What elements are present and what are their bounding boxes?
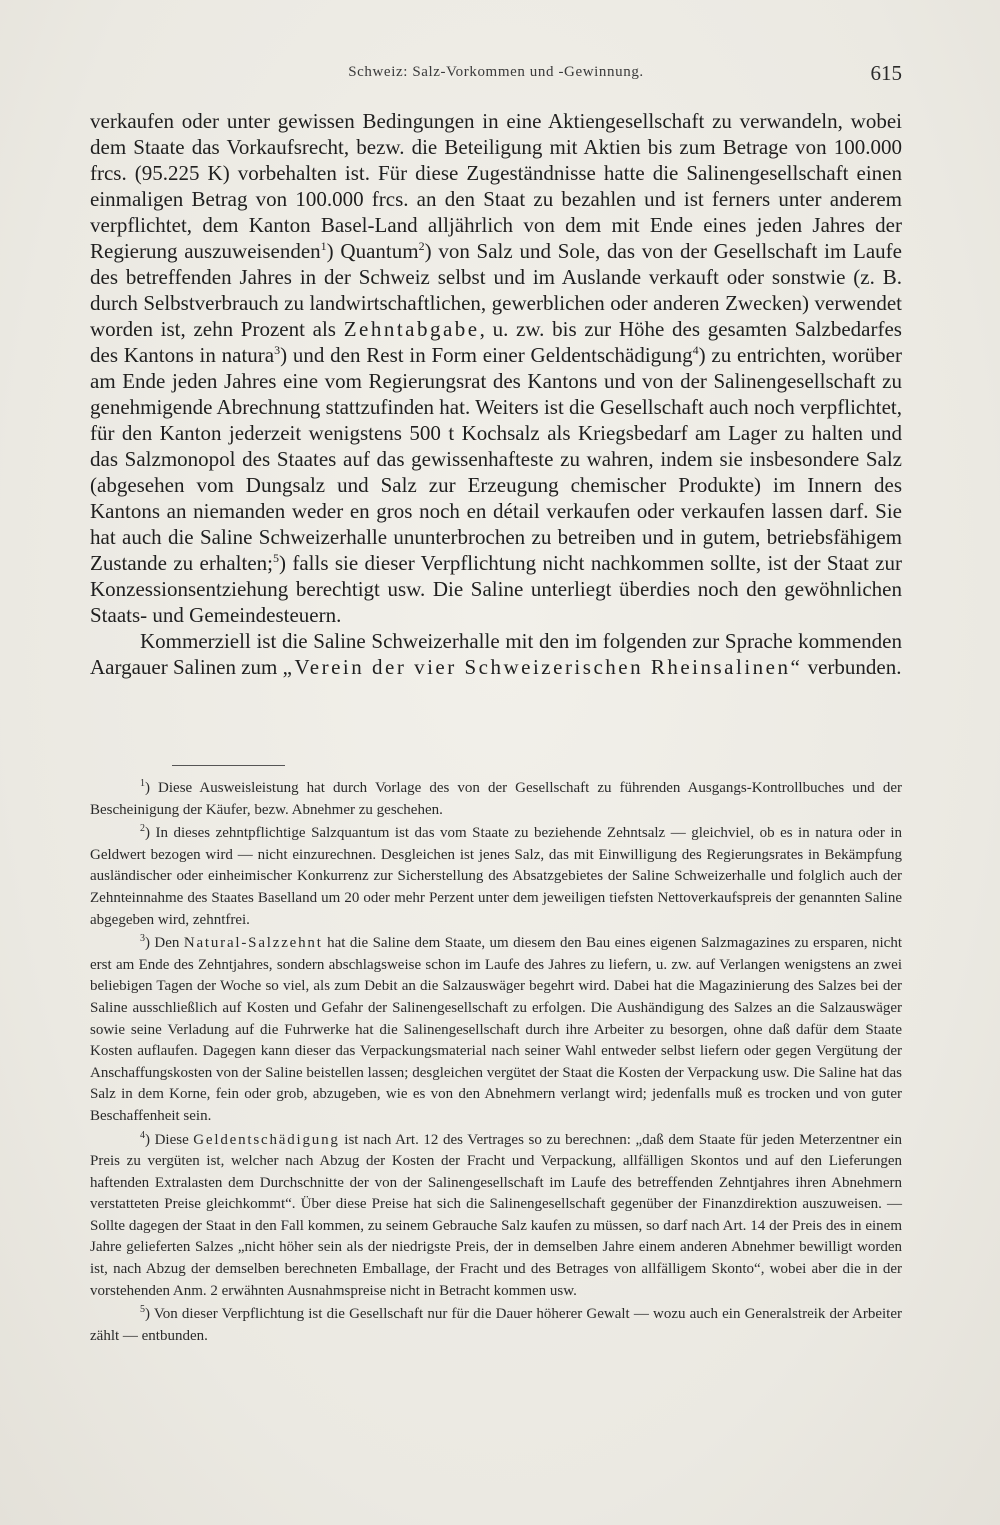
spaced-term: Geldentschädigung [193,1131,340,1148]
footnote-1 [90,778,902,821]
text-run: , u. zw. bis zur Höhe des gesamten Salzbedarfes des Kantons in natura [90,317,902,367]
footnote-text: ) In dieses zehntpflichtige Salzquantum ist das vom Staate zu beziehende Zehntsalz — gleichviel, ob es in natura oder in Geldwert bezogen wird — nicht einzurechnen. Desgleichen ist jenes Salz, das mit Einwilligung des Regierungsrates in Bekämpfung ausländischer oder einheimischer Konkurrenz zur Sicherstellung des Absatzgebietes der Saline Schweizerhalle und folglich auch der Zehnteinnahme des Staates Baselland um 20 oder mehr Perzent unter dem jeweiligen tiefsten Nettoverkaufspreis der genannten Saline abgegeben wird, zehntfrei. [90,825,902,928]
footnote-text: ) Diese [145,1131,194,1148]
page-header [90,61,902,88]
footnote-text: hat die Saline dem Staate, um diesem den Bau eines eigenen Salzmagazines zu ersparen, nicht erst am Ende des Zehntjahres, sondern abschlagsweise schon im Laufe des Jahres zu liefern, u. zw. auf Verlangen wenigstens an zwei beliebigen Tagen der Woche so viel, als zum Debit an die Salzauswäger begehrt wird. Dabei hat die Magazinierung des Salzes bei der Saline ausschließlich auf Kosten und Gefahr der Salinengesellschaft zu erfolgen. Die Aushändigung des Salzes an die Salzauswäger sowie seine Verladung auf die Fuhrwerke hat die Salinengesellschaft durch ihre Arbeiter zu besorgen, ohne daß dafür dem Staate Kosten auflaufen. Dagegen kann dieser das Verpackungsmaterial nach seiner Wahl entweder selbst liefern oder gegen Vergütung der Anschaffungskosten von der Saline beistellen lassen; desgleichen vergütet der Staat die Kosten der Verpackung usw. Die Saline hat das Salz in dem Korne, fein oder grob, abzugeben, wie es von den Abnehmern verlangt wird; jedenfalls muß es trocken und von guter Beschaffenheit sein. [90,935,902,1124]
footnote-text: ist nach Art. 12 des Vertrages so zu berechnen: „daß dem Staate für jeden Meterzentner ein Preis zu vergüten ist, welcher nach Abzug der Kosten der Fracht und Verpackung, allfälligen Skontos und auf den Lieferungen haftenden Extralasten dem Durchschnitte der von der Salinengesellschaft im Laufe des betreffenden Zehntjahres ihren Abnehmern verstatteten Preise gleichkommt“. Über diese Preise hat sich die Salinengesellschaft gegenüber der Finanzdirektion auszuweisen. — Sollte dagegen der Staat in den Fall kommen, zu seinem Gebrauche Salz kaufen zu müssen, so darf nach Art. 14 der Preis des in einem Jahre gelieferten Salzes „nicht höher sein als der niedrigste Preis, der in demselben Jahre einem anderen Abnehmer bewilligt worden ist, nach Abzug der demselben berechneten Emballage, der Fracht und des Betrages von allfälligem Skonto“, wobei aber die in der vorstehenden Anm. 2 erwähnten Ausnahmspreise nicht in Betracht kommen usw. [90,1131,902,1299]
footnote-text: ) Diese Ausweisleistung hat durch Vorlage des von der Gesellschaft zu führenden Ausgangs-Kontrollbuches und der Bescheinigung der Käufer, bezw. Abnehmer zu geschehen. [90,780,902,818]
footnote-ref-1: 1 [320,239,327,253]
footnote-text: ) Den [145,935,184,952]
footnote-2 [90,823,902,931]
footnote-ref-2: 2 [418,239,425,253]
spaced-term: „Verein der vier Schweizerischen Rheinsalinen“ [282,655,803,679]
footnote-marker: 4 [140,1129,145,1141]
paragraph-1 [90,108,902,628]
spaced-term: Natural-Salzzehnt [183,935,323,952]
footnote-divider [172,765,285,766]
footnote-marker: 1 [140,778,145,789]
footnote-marker: 2 [140,823,145,835]
footnote-marker: 3 [140,933,145,945]
text-run: verkaufen oder unter gewissen Bedingungen in eine Aktiengesellschaft zu verwandeln, wobei dem Staate das Vorkaufsrecht, bezw. die Beteiligung mit Aktien bis zum Betrage von 100.000 frcs. (95.225 K) vorbehalten ist. Für diese Zugeständnisse hatte die Salinengesellschaft einen einmaligen Betrag von 100.000 frcs. an den Staat zu bezahlen und ist ferners unter anderem verpflichtet, dem Kanton Basel-Land alljährlich von dem mit Ende eines jeden Jahres der Regierung auszuweisenden [90,109,902,263]
running-title: Schweiz: Salz-Vorkommen und -Gewinnung. [348,64,644,80]
footnotes [90,778,902,1349]
footnote-text: ) Von dieser Verpflichtung ist die Gesellschaft nur für die Dauer höherer Gewalt — wozu auch ein Generalstreik der Arbeiter zählt — entbunden. [90,1306,902,1344]
page-number: 615 [870,61,902,85]
spaced-term: Zehntabgabe [343,317,480,341]
footnote-marker: 5 [140,1304,145,1316]
text-run: ) falls sie dieser Verpflichtung nicht nachkommen sollte, ist der Staat zur Konzessionsentziehung berechtigt usw. Die Saline unterliegt überdies noch den gewöhnlichen Staats- und Gemeindesteuern. [90,551,902,627]
footnote-ref-5: 5 [272,551,279,565]
footnote-4 [90,1130,902,1303]
text-run: Kommerziell ist die Saline Schweizerhalle mit den im folgenden zur Sprache kommenden Aargauer Salinen zum [90,629,902,679]
footnote-3 [90,933,902,1127]
footnote-ref-4: 4 [692,343,699,357]
text-run: ) und den Rest in Form einer Geldentschädigung [280,343,693,367]
footnote-5 [90,1304,902,1347]
text-run: verbunden. [802,655,902,679]
paragraph-2 [90,628,902,680]
footnote-ref-3: 3 [274,343,281,357]
text-run: ) von Salz und Sole, das von der Gesellschaft im Laufe des betreffenden Jahres in der Schweiz selbst und im Auslande verkauft oder sonstwie (z. B. durch Selbstverbrauch zu landwirtschaftlichen, gewerblichen oder anderen Zwecken) verwendet worden ist, zehn Prozent als [90,239,902,341]
main-text [90,108,902,680]
text-run: ) zu entrichten, worüber am Ende jeden Jahres eine vom Regierungsrat des Kantons und von der Salinengesellschaft zu genehmigende Abrechnung stattzufinden hat. Weiters ist die Gesellschaft auch noch verpflichtet, für den Kanton jederzeit wenigstens 500 t Kochsalz als Kriegsbedarf am Lager zu halten und das Salzmonopol des Staates auf das gewissenhafteste zu wahren, indem sie insbesondere Salz (abgesehen vom Dungsalz und Salz zur Erzeugung chemischer Produkte) im Innern des Kantons an niemanden weder en gros noch en détail verkaufen oder verkaufen lassen darf. Sie hat auch die Saline Schweizerhalle ununterbrochen zu betreiben und in gutem, betriebsfähigem Zustande zu erhalten; [90,343,902,575]
text-run: ) Quantum [326,239,419,263]
